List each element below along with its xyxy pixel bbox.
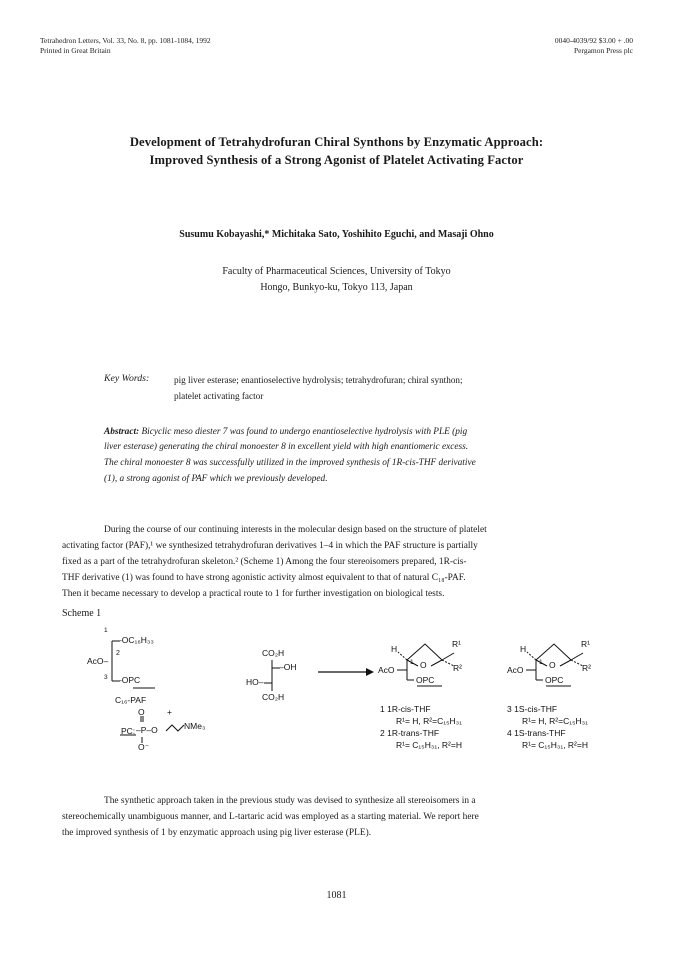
thf-right-ring-top: [536, 644, 571, 660]
para1-line-5: Then it became necessary to develop a practical route to 1 for further investigation on biological tests.: [62, 589, 445, 599]
keywords-label: Key Words:: [104, 373, 150, 384]
title-line-2: Improved Synthesis of a Strong Agonist of Platelet Activating Factor: [149, 153, 524, 167]
thf-right-opc: OPC: [545, 675, 564, 685]
thf-right-pos-1: 1: [539, 659, 543, 666]
thf-right-h: H: [520, 644, 527, 654]
para1-line-4: THF derivative (1) was found to have strong agonistic activity almost equivalent to that of natural C₁₈-PAF.: [62, 573, 466, 583]
paf-name: C₁₆-PAF: [115, 695, 147, 705]
keywords-line-2: platelet activating factor: [174, 391, 264, 401]
thf-left-r1: R¹: [452, 639, 461, 649]
publisher-line: Pergamon Press plc: [573, 46, 633, 55]
para2-line-3: the improved synthesis of 1 by enzymatic approach using pig liver esterase (PLE).: [62, 828, 372, 838]
thf-left-pos-1: 1: [410, 659, 414, 666]
abstract-text-1: Bicyclic meso diester 7 was found to undergo enantioselective hydrolysis with PLE (pig: [141, 427, 468, 437]
thf-left-h-bond: [398, 652, 407, 660]
para2-line-1: The synthetic approach taken in the previous study was devised to synthesize all stereoisomers in a: [104, 796, 476, 806]
pc-p-o: –P–O: [136, 725, 158, 735]
compound-3-substituents: R¹= H, R²=C₁₅H₃₁: [522, 716, 588, 726]
paf-opc: –OPC: [117, 675, 141, 685]
issn-code: 0040-4039/92 $3.00 + .00: [554, 36, 633, 45]
thf-right-r1: R¹: [581, 639, 590, 649]
compound-4-name: 4 1S-trans-THF: [507, 728, 566, 738]
paf-oc16h33: –OC₁₆H₃₃: [117, 635, 154, 645]
title-line-1: Development of Tetrahydrofuran Chiral Synthons by Enzymatic Approach:: [129, 135, 544, 149]
compound-2-substituents: R¹= C₁₅H₃₁, R²=H: [396, 740, 462, 750]
pc-plus: +: [167, 707, 172, 717]
thf-right-o-c4: [560, 660, 571, 666]
keywords-line-1: pig liver esterase; enantioselective hydrolysis; tetrahydrofuran; chiral synthon;: [174, 375, 463, 385]
paf-pos-3: 3: [104, 674, 108, 681]
pc-label: PC:: [121, 726, 136, 736]
thf-left-o-c4: [431, 660, 442, 666]
thf-left-opc: OPC: [416, 675, 435, 685]
thf-right-o: O: [549, 660, 556, 670]
thf-right-aco: AcO: [507, 665, 524, 675]
thf-left-r1-bond: [442, 653, 454, 660]
thf-left-aco: AcO: [378, 665, 395, 675]
tartaric-co2h-bottom: CO₂H: [262, 692, 285, 702]
abstract-label: Abstract:: [104, 427, 140, 437]
compound-1-name: 1 1R-cis-THF: [380, 704, 431, 714]
para1-line-3: fixed as a part of the tetrahydrofuran skeleton.² (Scheme 1) Among the four stereoisomers prepared, 1R-cis-: [62, 557, 467, 567]
tartaric-ho: HO–: [246, 677, 264, 687]
printed-line: Printed in Great Britain: [40, 46, 111, 55]
thf-left-o: O: [420, 660, 427, 670]
scheme-label: Scheme 1: [62, 608, 102, 619]
abstract-line-4: (1), a strong agonist of PAF which we previously developed.: [104, 474, 328, 484]
arrow-head: [366, 668, 374, 676]
para1-line-1: During the course of our continuing interests in the molecular design based on the structure of platelet: [104, 525, 487, 535]
para1-line-2: activating factor (PAF),¹ we synthesized tetrahydrofuran derivatives 1–4 in which the PAF structure is partially: [62, 541, 478, 551]
para2-line-2: stereochemically unambiguous manner, and L-tartaric acid was employed as a starting material. We report here: [62, 812, 479, 822]
compound-4-substituents: R¹= C₁₅H₃₁, R²=H: [522, 740, 588, 750]
author-list: Susumu Kobayashi,* Michitaka Sato, Yoshihito Eguchi, and Masaji Ohno: [179, 229, 494, 240]
abstract-line-2: liver esterase) generating the chiral monoester 8 in excellent yield with high enantiomeric excess.: [104, 442, 469, 452]
paf-pos-1: 1: [104, 627, 108, 634]
abstract-line-3: The chiral monoester 8 was successfully utilized in the improved synthesis of 1R-cis-THF derivative: [104, 458, 476, 468]
thf-right-r1-bond: [571, 653, 583, 660]
tartaric-oh: –OH: [279, 662, 297, 672]
affiliation-line-1: Faculty of Pharmaceutical Sciences, University of Tokyo: [222, 266, 451, 277]
compound-2-name: 2 1R-trans-THF: [380, 728, 440, 738]
pc-o-minus: O⁻: [138, 742, 150, 752]
pc-o-top: O: [138, 707, 145, 717]
affiliation-line-2: Hongo, Bunkyo-ku, Tokyo 113, Japan: [260, 282, 413, 293]
thf-right-r2: R²: [582, 663, 591, 673]
tartaric-co2h-top: CO₂H: [262, 648, 285, 658]
choline-chain: [166, 725, 184, 731]
pc-nme3: NMe₃: [184, 721, 206, 731]
thf-right-h-bond: [527, 652, 536, 660]
page-number: 1081: [326, 890, 347, 901]
paf-pos-2: 2: [116, 650, 120, 657]
thf-left-ring-top: [407, 644, 442, 660]
thf-left-h: H: [391, 644, 398, 654]
thf-left-r2: R²: [453, 663, 462, 673]
compound-1-substituents: R¹= H, R²=C₁₅H₃₁: [396, 716, 462, 726]
compound-3-name: 3 1S-cis-THF: [507, 704, 558, 714]
journal-citation: Tetrahedron Letters, Vol. 33, No. 8, pp. 1081-1084, 1992: [40, 36, 211, 45]
paf-aco: AcO–: [87, 656, 109, 666]
